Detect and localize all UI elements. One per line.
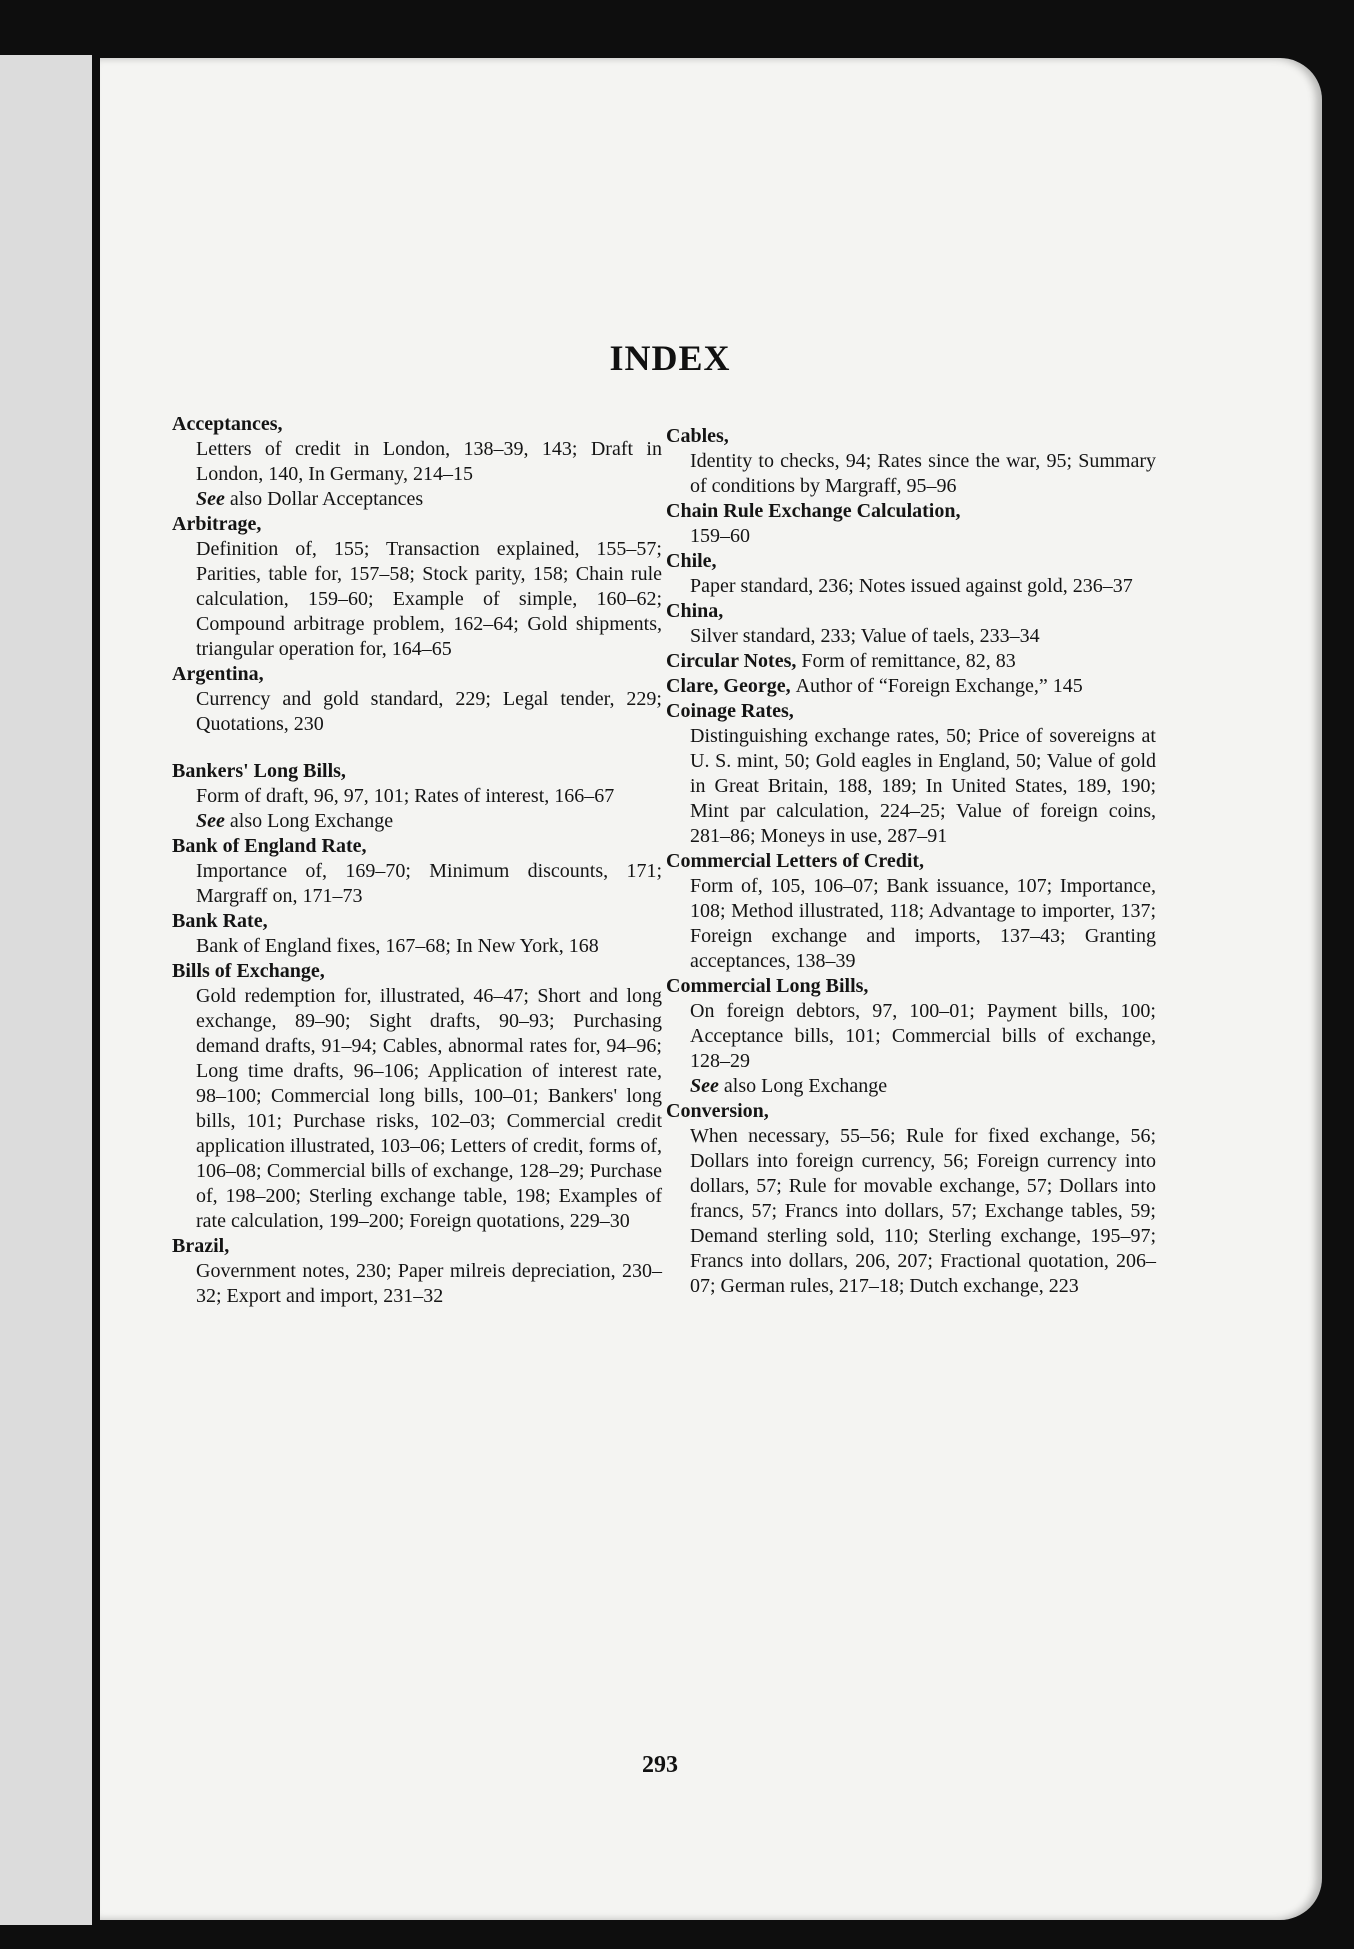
index-subentries: Government notes, 230; Paper milreis depreciation, 230–32; Export and import, 231–32	[196, 1260, 662, 1307]
index-subentries: Silver standard, 233; Value of taels, 233–34	[690, 625, 1040, 647]
index-heading	[666, 699, 1156, 724]
index-heading	[666, 649, 1156, 674]
index-heading	[172, 834, 662, 859]
index-entry	[666, 549, 1156, 599]
index-entry	[666, 424, 1156, 499]
index-heading-text: Circular Notes,	[666, 650, 797, 672]
index-entry	[172, 412, 662, 512]
index-heading-text: Chile,	[666, 550, 717, 572]
see-target: also Dollar Acceptances	[229, 488, 424, 510]
index-inline-ref: Author of “Foreign Exchange,” 145	[795, 675, 1083, 697]
index-heading-text: Chain Rule Exchange Calculation,	[666, 500, 961, 522]
index-heading	[172, 909, 662, 934]
see-also-ref	[196, 487, 662, 512]
index-heading	[666, 499, 1156, 524]
index-heading-text: Coinage Rates,	[666, 700, 794, 722]
index-entry	[666, 1099, 1156, 1299]
index-heading	[172, 959, 662, 984]
index-subentries: Currency and gold standard, 229; Legal tender, 229; Quotations, 230	[196, 688, 662, 735]
index-entry	[666, 974, 1156, 1099]
index-heading	[172, 662, 662, 687]
index-heading-text: Brazil,	[172, 1235, 230, 1257]
index-heading-text: Commercial Letters of Credit,	[666, 850, 925, 872]
index-entry	[172, 834, 662, 909]
index-heading-text: Bills of Exchange,	[172, 960, 325, 982]
page-number: 293	[642, 1752, 678, 1778]
see-target: also Long Exchange	[723, 1075, 888, 1097]
index-subentries: Form of draft, 96, 97, 101; Rates of interest, 166–67	[196, 785, 615, 807]
index-entry	[666, 674, 1156, 699]
index-entry	[666, 649, 1156, 674]
index-heading	[172, 512, 662, 537]
index-heading	[666, 599, 1156, 624]
index-entry	[172, 662, 662, 737]
see-also-ref	[690, 1074, 1156, 1099]
index-subentries: Letters of credit in London, 138–39, 143; Draft in London, 140, In Germany, 214–15	[196, 438, 662, 485]
index-heading	[172, 412, 662, 437]
index-entry	[172, 909, 662, 959]
index-heading-text: Arbitrage,	[172, 513, 262, 535]
index-heading-text: Argentina,	[172, 663, 264, 685]
index-subentries: Paper standard, 236; Notes issued against gold, 236–37	[690, 575, 1133, 597]
index-subentries: Distinguishing exchange rates, 50; Price of sovereigns at U. S. mint, 50; Gold eagles in England, 50; Value of gold in Great Britain, 188, 189; In United States, 189, 190; Mint par calculation, 224–25; Value of foreign coins, 281–86; Moneys in use, 287–91	[690, 725, 1156, 847]
index-heading	[666, 674, 1156, 699]
index-heading	[666, 424, 1156, 449]
index-entry	[172, 1234, 662, 1309]
index-entry	[172, 959, 662, 1234]
index-heading-text: Bank of England Rate,	[172, 835, 367, 857]
index-subentries: When necessary, 55–56; Rule for fixed exchange, 56; Dollars into foreign currency, 56; Foreign currency into dollars, 57; Rule for movable exchange, 57; Dollars into francs, 57; Francs into dollars, 57; Exchange tables, 59; Demand sterling sold, 110; Sterling exchange, 195–97; Francs into dollars, 206, 207; Fractional quotation, 206–07; German rules, 217–18; Dutch exchange, 223	[690, 1125, 1156, 1297]
see-label: See	[196, 810, 225, 832]
index-heading-text: Acceptances,	[172, 413, 283, 435]
index-heading-text: China,	[666, 600, 724, 622]
index-heading	[172, 759, 662, 784]
index-subentries: 159–60	[690, 525, 750, 547]
index-heading-text: Commercial Long Bills,	[666, 975, 869, 997]
index-heading	[666, 974, 1156, 999]
index-subentries: Bank of England fixes, 167–68; In New York, 168	[196, 935, 599, 957]
index-subentries: Identity to checks, 94; Rates since the war, 95; Summary of conditions by Margraff, 95–96	[690, 450, 1156, 497]
index-heading-text: Cables,	[666, 425, 729, 447]
index-heading-text: Bank Rate,	[172, 910, 268, 932]
index-entry	[666, 849, 1156, 974]
index-subentries: Definition of, 155; Transaction explained, 155–57; Parities, table for, 157–58; Stock parity, 158; Chain rule calculation, 159–60; Example of simple, 160–62; Compound arbitrage problem, 162–64; Gold shipments, triangular operation for, 164–65	[196, 538, 662, 660]
index-heading-text: Conversion,	[666, 1100, 769, 1122]
index-column-left	[172, 412, 662, 1309]
page-title: INDEX	[609, 338, 731, 378]
index-heading	[666, 1099, 1156, 1124]
index-entry	[666, 599, 1156, 649]
index-entry	[666, 699, 1156, 849]
index-heading	[172, 1234, 662, 1259]
index-inline-ref: Form of remittance, 82, 83	[801, 650, 1016, 672]
index-heading	[666, 849, 1156, 874]
index-entry	[666, 499, 1156, 549]
index-subentries: Importance of, 169–70; Minimum discounts, 171; Margraff on, 171–73	[196, 860, 662, 907]
index-entry	[172, 759, 662, 834]
see-label: See	[690, 1075, 719, 1097]
index-heading-text: Bankers' Long Bills,	[172, 760, 346, 782]
adjacent-page-edge	[0, 55, 92, 1925]
index-subentries: On foreign debtors, 97, 100–01; Payment bills, 100; Acceptance bills, 101; Commercial bills of exchange, 128–29	[690, 1000, 1156, 1072]
index-heading	[666, 549, 1156, 574]
see-label: See	[196, 488, 225, 510]
index-entry	[172, 512, 662, 662]
index-heading-text: Clare, George,	[666, 675, 791, 697]
index-subentries: Form of, 105, 106–07; Bank issuance, 107; Importance, 108; Method illustrated, 118; Advantage to importer, 137; Foreign exchange and imports, 137–43; Granting acceptances, 138–39	[690, 875, 1156, 972]
index-column-right	[666, 424, 1156, 1299]
index-subentries: Gold redemption for, illustrated, 46–47; Short and long exchange, 89–90; Sight drafts, 90–93; Purchasing demand drafts, 91–94; Cables, abnormal rates for, 94–96; Long time drafts, 96–106; Application of interest rate, 98–100; Commercial long bills, 100–01; Bankers' long bills, 101; Purchase risks, 102–03; Commercial credit application illustrated, 103–06; Letters of credit, forms of, 106–08; Commercial bills of exchange, 128–29; Purchase of, 198–200; Sterling exchange table, 198; Examples of rate calculation, 199–200; Foreign quotations, 229–30	[196, 985, 662, 1232]
see-target: also Long Exchange	[229, 810, 394, 832]
see-also-ref	[196, 809, 662, 834]
